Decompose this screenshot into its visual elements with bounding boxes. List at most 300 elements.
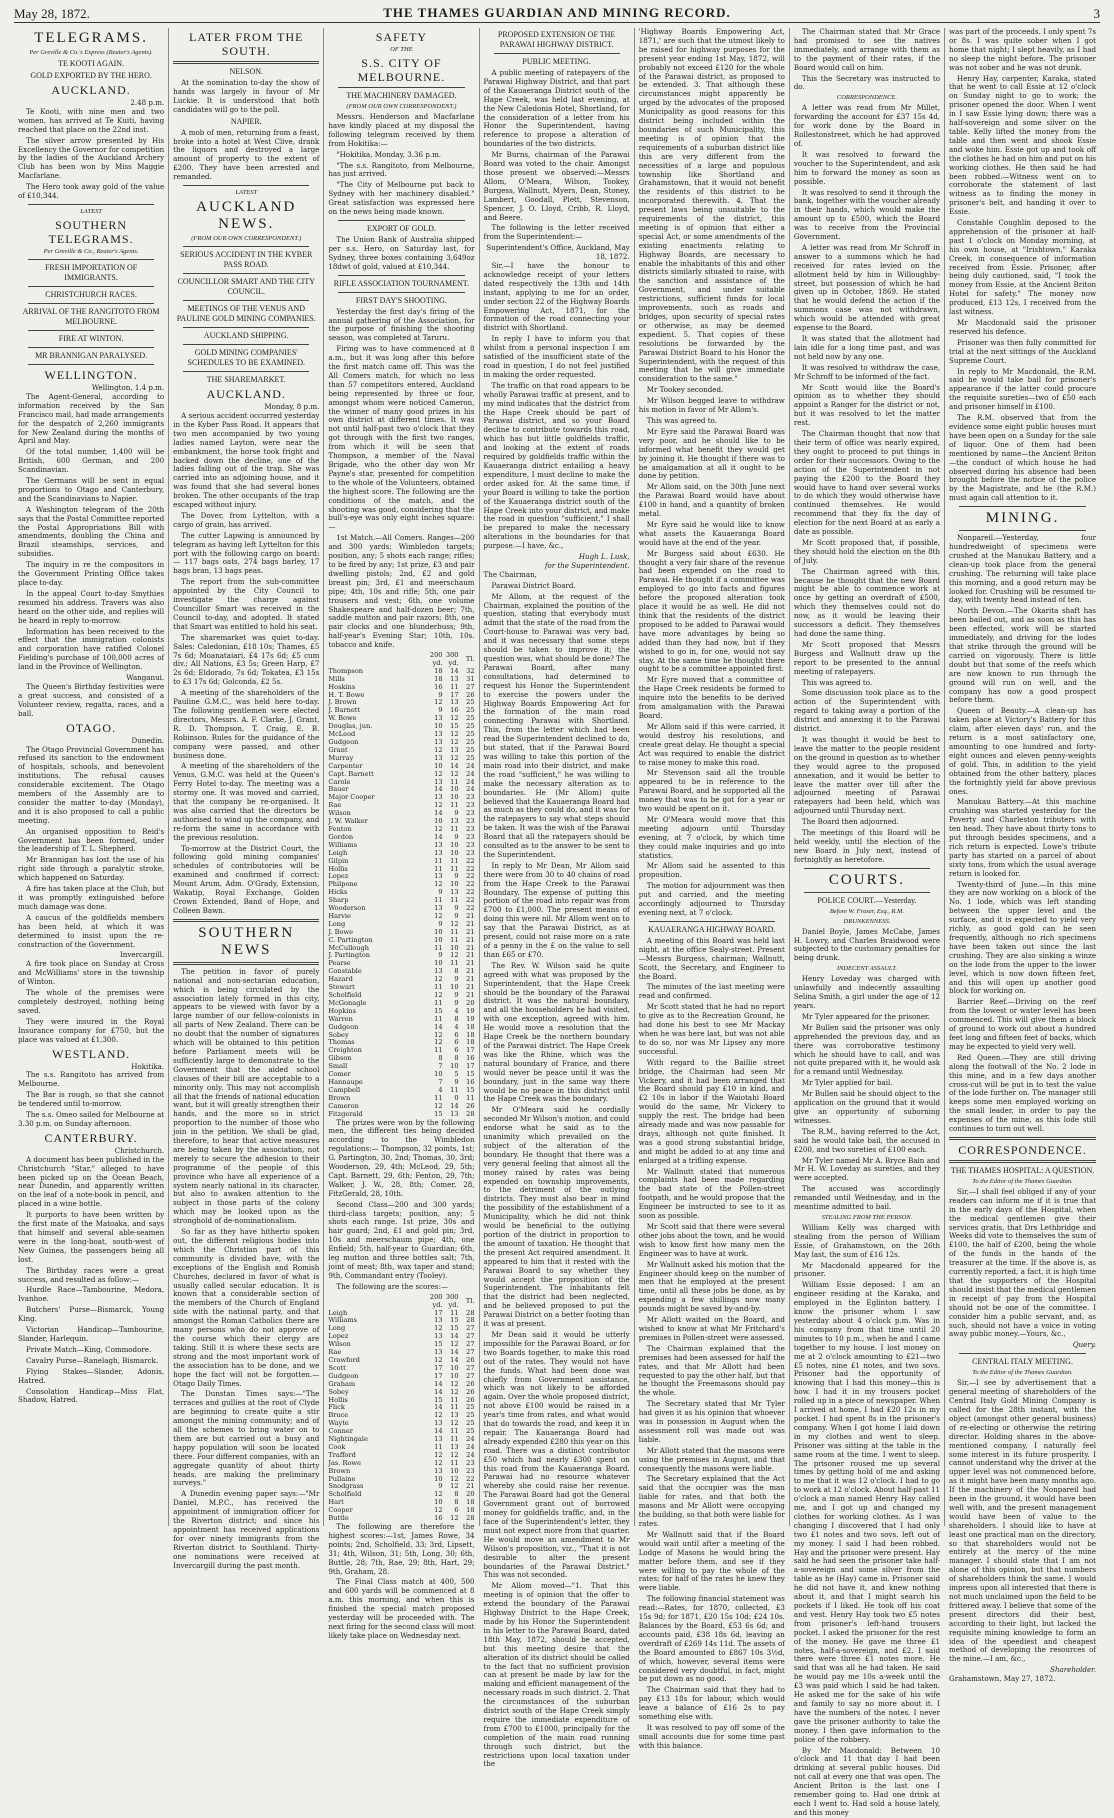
score-cell: 15	[466, 1070, 475, 1079]
competitor-name: Williams	[328, 840, 358, 849]
divider	[173, 962, 319, 965]
competitor-name: Cooper	[328, 1506, 353, 1515]
competitor-name: McGonagle	[328, 998, 367, 1007]
divider	[949, 1137, 1096, 1140]
paragraph: The accused was accordingly remanded until Wednesday, and in the meantime admitted to bail.	[793, 1184, 941, 1212]
dateline: Christchurch.	[114, 1145, 165, 1155]
paragraph: Cavalry Purse—Ranelagh, Bismarck.	[26, 1355, 159, 1365]
table-header	[328, 1294, 426, 1310]
competitor-name: Gilpin	[328, 856, 349, 865]
score-cell: 12	[434, 1038, 443, 1047]
score-cell: 21	[466, 975, 475, 984]
competitor-name: Carole	[328, 777, 351, 786]
paragraph: This the Secretary was instructed to do.	[793, 73, 941, 92]
paragraph: Mr Scott stated that he had no report to give as to the Recreation Ground, he had done his best to see Mr Mackay when he was here last, but was not able to do so, nor was Mr Lipsey any more successful.	[638, 1002, 785, 1056]
table-header: 300 yd.	[445, 651, 459, 667]
paragraph: Mr Tyler appeared for the prisoner.	[801, 1011, 930, 1021]
own-correspondent: (FROM OUR OWN CORRESPONDENT.)	[346, 103, 457, 110]
paragraph: Henry Hay, carpenter, Karaka, stated that he went to call Essie at 12 o'clock on Sunday night to go to work; the prisoner opened the door. When I went in I saw Essie lying down; there was a half-sovereign and some silver on the table. Kelly lifted the money from the table and then went and shook Essie and woke him. Essie got up and took off the clothes he had on him and put on his working clothes. He then said he had been robbed.—Witness went on to corroborate the statement of last witness as to finding the money in prisoner's belt, and handing it over to Essie.	[949, 73, 1097, 217]
paragraph: It was resolved to forward the voucher to the Superintendent, and ask him to forward the money as soon as possible.	[793, 149, 941, 186]
paragraph: Mr Allom said, on the 30th June next the Parawai Board would have about £100 in hand, and a quantity of broken metal.	[638, 482, 785, 519]
subheading: MEETINGS OF THE VENUS AND PAULINE GOLD MINING COMPANIES.	[176, 304, 316, 324]
masthead-date: May 28, 1872.	[14, 6, 90, 21]
divider	[949, 1160, 1096, 1163]
paragraph: A letter was read from Mr Schroff in answer to a summons which he had received for rates levied on the allotment held by him in Willoughby-street, but possession of which he had given up in October, 1869. He stated that he would defend the action if the summons case was not withdrawn, which would be attended with great expense to the Board.	[793, 242, 941, 333]
competitor-name: Hart	[328, 1498, 344, 1507]
score-cell: 23	[466, 848, 475, 857]
competitor-name: Major Cooper	[328, 793, 375, 802]
paragraph: Sir,—I have the honour to acknowledge receipt of your letters dated respectively the 13th and 14th instant, applying to me for an order, under section 22 of the Highway Boards Empowering Act, 1871, for the formation of the road connecting your district with Shortland.	[483, 261, 630, 333]
rifle-heading: RIFLE ASSOCIATION TOURNAMENT.	[333, 278, 470, 288]
paragraph: The following are therefore the highest scores:—1st, James Rowe, 34 points; 2nd, Scholfield, 33; 3rd, Lipsett, 31; 4th, Wilson, 31; 5th, Long, 30; 6th, Buttle, 28; 7th, Rae, 29; 8th, Hart, 29; 9th, Graham, 28.	[328, 1522, 475, 1576]
paragraph: Te Kooti, with nine men and two women, has arrived at Te Kuiti, having reached that place on the 22nd inst.	[18, 106, 165, 134]
score-cell: 13	[434, 1435, 443, 1444]
table-header: 200 yd.	[429, 1292, 443, 1309]
paragraph: A Washington telegram of the 20th says that the Postal Committee reported the Postal Appropriations Bill with amendments, doubling the China and Brazil steamships, services, and subsidies.	[18, 504, 165, 559]
paragraph: The meetings of this Board will be held weekly, until the election of the new Board in July next, instead of fortnightly as heretofore.	[793, 828, 941, 864]
paragraph: The Dover, from Lyttelton, with a cargo of grain, has arrived.	[173, 510, 320, 529]
divider	[28, 204, 154, 205]
score-cell: 25	[466, 745, 475, 754]
score-cell: 12	[434, 1324, 443, 1333]
table-header	[328, 652, 426, 668]
score-cell: 12	[434, 769, 443, 778]
competitor-name: J. Partington	[328, 951, 370, 960]
competitor-name: Thompson	[328, 666, 364, 675]
score-cell: 16	[466, 1077, 475, 1086]
score-cell: 25	[466, 1427, 475, 1436]
paragraph: In reply to Mr Dean, Mr Allom said there were from 30 to 40 chains of road from the Hape Creek to the Parawai Boundary. The expense of putting this portion of the road into repair was from £700 to £1,000. The present means of doing this were nil. Mr Allom went on to say that the Parawai District, as at present, could not raise more on a rate of a penny in the £ on the value to sell than £65 or £70.	[483, 860, 630, 959]
divider	[173, 919, 319, 922]
table-header: 200 yd.	[429, 651, 443, 667]
paragraph: The Chairman stated that Mr Grace had promised to see the natives immediately, and arrange with them as to the payment of their rates, if the Board would call on him.	[793, 27, 941, 72]
page-number: 3	[1093, 6, 1100, 21]
score-cell: 28	[466, 1109, 475, 1118]
competitor-name: McLeod	[328, 730, 356, 739]
scores-table-2	[328, 1294, 474, 1523]
paragraph: The traffic on that road appears to be wholly Parawai traffic at present, and to my mind indicates that the district from the Hape Creek should be part of Parawai district, and so your Board decline to contribute towards this road, which has but little goldfields traffic, and looking at the extent of roads required by goldfields traffic within the Kauaeranga district entailing a heavy expenditure, I must decline to make the order asked for. At the same time, if your Board is willing to take the portion of the Kauaeranga district south of the Hape Creek into your district, and make the road in question "sufficient," I shall be prepared to make the necessary alterations in the boundaries for that purpose.—I have, &c.,	[483, 380, 630, 551]
paragraph: Daniel Boyle, James McCabe, James H. Lowry, and Charles Braidwood were subjected to the customary penalties for being drunk.	[793, 926, 941, 963]
public-meeting-heading: PUBLIC MEETING.	[522, 57, 591, 66]
divider	[338, 275, 464, 276]
score-cell: 15	[434, 1006, 443, 1015]
score-cell: 22	[466, 872, 475, 881]
paragraph: Mr Allott waited on the Board, and wished to know at what Mr Fritchard's premises in Pollen-street were assessed.	[638, 1315, 785, 1342]
score-cell: 11	[434, 1442, 443, 1451]
score-cell: 13	[434, 730, 443, 739]
score-cell: 13	[434, 777, 443, 786]
paragraph: A caucus of the goldfields members has been held, at which it was determined to insist upon the re-construction of the Government.	[18, 912, 165, 949]
paragraph: Manukau Battery.—At this machine crushing was started yesterday for the Poverty and Charleston tributers with ten head. They have about thirty tons to put through besides specimens, and a rich return is expected. Lowe's tribute party has started on a parcel of about sixty tons, from which the usual average return is looked for.	[949, 797, 1097, 878]
competitor-name: Hollis	[328, 1395, 348, 1404]
divider	[338, 292, 464, 293]
score-cell: 9	[454, 809, 459, 818]
score-cell: 8	[454, 1498, 459, 1507]
score-cell: 13	[434, 753, 443, 762]
score-cell: 22	[466, 1474, 475, 1483]
score-cell: 14	[450, 761, 459, 770]
score-cell: 28	[466, 1316, 475, 1325]
score-cell: 12	[450, 714, 459, 723]
paragraph: The Chairman thought that now that their term of office was nearly expired, they ought to proceed to put things in order for their successors. Owing to the action of the Superintendent in not paying the £200 to the Board they would have to hand over several works to do which they would otherwise have continued themselves. He would recommend that they fix the day of election for the next Board at as early a date as possible.	[793, 429, 941, 537]
score-cell: 8	[454, 1054, 459, 1063]
score-cell: 18	[434, 666, 443, 675]
score-cell: 13	[434, 1419, 443, 1428]
score-cell: 12	[434, 880, 443, 889]
score-cell: 9	[438, 1482, 443, 1491]
score-cell: 13	[450, 745, 459, 754]
score-cell: 25	[466, 730, 475, 739]
competitor-name: Jas. Rowe	[328, 1458, 361, 1467]
score-cell: 13	[450, 817, 459, 826]
scores-table-1	[328, 652, 474, 1118]
score-cell: 6	[454, 1030, 459, 1039]
score-cell: 8	[454, 1014, 459, 1023]
score-cell: 11	[450, 682, 459, 691]
later-from-south-heading: LATER FROM THE SOUTH.	[189, 30, 304, 58]
score-cell: 9	[438, 951, 443, 960]
paragraph: Yesterday the first day's firing of the annual gathering of the Association, for the purpose of finishing the shooting season, was completed at Taruru.	[328, 306, 475, 343]
dateline: Monday, 8 p.m.	[264, 402, 320, 412]
score-cell: 28	[466, 1514, 475, 1523]
score-cell: 25	[466, 706, 475, 715]
paragraph: By Mr Macdonald: Between 10 o'clock and 11 that day I had been drinking at several public houses. Did not call at every one that was open. The Ancient Briton is the last one I remember going to. Had one drink at each I went to. Had sold a house lately, and this money	[793, 1745, 941, 1817]
competitor-name: Hannaupe	[328, 1077, 363, 1086]
paragraph: The following is the letter received from the Superintendent:—	[483, 223, 630, 242]
score-cell: 13	[434, 1348, 443, 1357]
score-cell: 12	[450, 1482, 459, 1491]
of-the-label: OF THE	[390, 46, 413, 53]
score-cell: 10	[434, 1070, 443, 1079]
competitor-name: Rae	[328, 801, 342, 810]
score-cell: 10	[434, 927, 443, 936]
paragraph: Henry Loveday was charged with unlawfully and indecently assaulting Selina Smith, a girl under the age of 12 years.	[793, 974, 941, 1010]
paragraph: In reply to Mr Macdonald, the R.M. said he would take bail for prisoner's appearance if the latter could procure the requisite sureties—two of £50 each and prisoner himself in £100.	[949, 366, 1097, 412]
competitor-name: Gordon	[328, 832, 354, 841]
score-cell: 13	[450, 1109, 459, 1118]
score-cell: 15	[434, 1109, 443, 1118]
competitor-name: Brown	[328, 1093, 351, 1102]
score-cell: 13	[450, 698, 459, 707]
paragraph: Mr Dean said it would be utterly impossible for the Parawai Board, or for two Boards together, to make this road out of the rates. They would not have the funds. What had been done was chiefly from Government assistance, which was not likely to be afforded again. Over the whole proposed district, not above £100 would be raised in a year's time from rates, and what would that do towards the road, and keep it in repair. The Kauaeranga Board had already expended £280 this year on this road. There was a distinct contributor £50 which had nearly £300 spent on this road from the Kauaeranga Board. Parawai had no resource whatever whereby she could raise her revenue. The Parawai Board had got the General Government grant out of borrowed money for goldfields traffic, and, in the face of the Superintendent's letter, they must not expect more from that quarter. He would move an amendment to Mr Wilson's proposition, viz., "That it is not desirable to alter the present boundaries of the Parawai District." This was not seconded.	[483, 1329, 630, 1580]
competitor-name: Comer	[328, 1070, 351, 1079]
westland-heading: WESTLAND.	[52, 1046, 131, 1061]
score-cell: 14	[450, 1332, 459, 1341]
paragraph: "Hokitika, Monday, 3.36 p.m.	[336, 149, 442, 159]
score-cell: 25	[466, 698, 475, 707]
score-cell: 13	[434, 1332, 443, 1341]
auckland-heading: AUCKLAND.	[51, 83, 131, 97]
paragraph: Mr Allom said if this were carried, it would destroy his resolutions, and create great delay. He thought a special Act was required to enable the district to raise money to make this road.	[638, 721, 785, 767]
gold-heading: GOLD EXPORTED BY THE HERO.	[30, 71, 152, 80]
paragraph: Firing was to have commenced at 8 a.m., but it was long after this before the first match came off. This was the All Comers match, for which no less than 57 competitors entered, Auckland being represented by three or four, amongst whom were noticed Cameron, the winner of many good prizes in his own district at different times. It was not until half-past two o'clock that they got through with the first two ranges, from which it will be seen that Thompson, a member of the Naval Brigade, who the other day won Mr Payne's star, presented for competition to the whole of the Volunteers, obtained the highest score. The following are the conditions of the match, and the shooting was good, considering that the bull's-eye was only eight inches square:—	[328, 344, 475, 532]
to-editor-label: To the Editor of the Thames Guardian.	[972, 1177, 1073, 1185]
paragraph: The whole of the premises were completely destroyed, nothing being saved.	[18, 988, 165, 1015]
competitor-name: J. Barnett	[328, 706, 361, 715]
competitor-name: Conner	[328, 1427, 353, 1436]
score-cell: 11	[450, 864, 459, 873]
score-cell: 9	[454, 1077, 459, 1086]
score-cell: 14	[434, 809, 443, 818]
score-cell: 24	[466, 785, 475, 794]
column-3	[324, 28, 479, 1640]
score-cell: 12	[450, 1474, 459, 1483]
competitor-name: Flick	[328, 1403, 345, 1412]
paragraph: Some discussion took place as to the action of the Superintendent with regard to taking away a portion of the district and annexing it to the Parawai district.	[793, 688, 941, 734]
score-cell: 12	[434, 801, 443, 810]
paragraph: Mr Eyre said he would like to know what assets the Kauaeranga Board would have at the end of the year.	[638, 519, 785, 547]
paragraph: At the nomination to-day the show of hands was largely in favour of Mr Luckie. It is understood that both candidates will go to the poll.	[173, 78, 320, 114]
competitor-name: Wayte	[328, 1419, 349, 1428]
paragraph: Mr Allott stated that the masons were using the premises in August, and that consequently the masons were liable.	[638, 1445, 785, 1473]
score-cell: 21	[466, 959, 475, 968]
score-cell: 4	[454, 1022, 459, 1031]
table-header-row	[328, 1294, 474, 1310]
score-cell: 11	[450, 777, 459, 786]
score-cell: 22	[466, 896, 475, 905]
competitor-name: Long	[328, 1324, 346, 1333]
competitor-name: Scholfield	[328, 991, 362, 999]
score-cell: 21	[466, 1482, 475, 1491]
column-4	[480, 28, 635, 1769]
paragraph: "The City of Melbourne put back to Sydney with her machinery disabled." Great satisfaction was expressed here on the news being made known.	[328, 180, 475, 217]
score-cell: 12	[434, 1101, 443, 1110]
paragraph: The Hero took away gold of the value of £10,344.	[18, 182, 165, 201]
score-cell: 21	[466, 919, 475, 928]
score-cell: 10	[450, 1062, 459, 1071]
paragraph: Queen of Beauty.—A clean-up has taken place at Victory's Battery for this claim, after eleven days' run, and the return is a most satisfactory one, amounting to one hundred and forty-eight ounces and eleven penny-weights of gold. This, in addition to the yield obtained from the other battery, places the fortnightly yield far above previous ones.	[949, 706, 1097, 796]
score-cell: 15	[434, 1395, 443, 1404]
paragraph: The Queen's Birthday festivities were a great success, and consisted of a Volunteer review, regatta, races, and a ball.	[18, 681, 165, 718]
table-header: Tl.	[465, 1296, 475, 1305]
score-cell: 11	[434, 896, 443, 905]
score-cell: 23	[466, 809, 475, 818]
paragraph: Messrs. Henderson and Macfarlane have kindly placed at my disposal the following telegram received by them from Hokitika:—	[328, 112, 475, 148]
paragraph: Second Class—200 and 300 yards; third-class targets; position, any; 5 shots each range. 1st prize, 30s and hair guard; 2nd, £1 and gold pin; 3rd, 10s and meerschaum pipe; 4th, one Enfield; 5th, half-year to Guardian; 6th, leg mutton and three bottles salt; 7th, joint of meat; 8th, wax taper and stand; 9th, Commandant entry (Tooley).	[328, 1199, 475, 1280]
score-cell: 10	[434, 722, 443, 731]
table-row	[328, 1491, 474, 1499]
score-cell: 14	[450, 1355, 459, 1364]
score-cell: 11	[434, 1046, 443, 1055]
score-cell: 12	[450, 769, 459, 778]
score-cell: 22	[466, 880, 475, 889]
paragraph: A fire has taken place at the Club, but it was promptly extinguished before much damage was done.	[18, 884, 165, 911]
competitor-name: Mills	[328, 674, 345, 683]
paragraph: The Secretary stated that Mr Tyler had given it as his opinion that whoever was in possession in August when the assessment roll was made out was liable.	[638, 1399, 785, 1444]
score-cell: 12	[450, 738, 459, 746]
score-cell: 12	[434, 824, 443, 833]
competitor-name: Warren	[328, 1014, 353, 1023]
score-cell: 18	[466, 1022, 475, 1031]
paragraph: The following are the scores:—	[336, 1281, 449, 1291]
napier-heading: NAPIER.	[230, 116, 262, 126]
paragraph: This was agreed to.	[646, 415, 717, 425]
dateline: Wellington, 1.4 p.m.	[91, 382, 165, 392]
paragraph: It was resolved to send it through the bank, together with the voucher already in their hands, which would make the amount up to £500, which the Board was to receive from the Provincial Government.	[793, 187, 941, 242]
paragraph: An organised opposition to Reid's Government has been formed, under the leadership of T. L. Shepherd.	[18, 826, 165, 854]
divider	[494, 53, 620, 54]
paragraph: Mr Eyre said the Parawai Board was very poor, and he should like to be informed what benefit they would get by joining it. He thought if there was to be amalgamation at all it ought to be done by petition.	[638, 426, 785, 481]
score-cell: 9	[438, 888, 443, 897]
competitor-name: McCullough	[328, 943, 369, 952]
score-cell: 12	[434, 975, 443, 984]
column-7	[945, 27, 1100, 1684]
competitor-name: Brown	[328, 1466, 351, 1475]
competitor-name: Fenton	[328, 824, 352, 833]
score-cell: 12	[450, 730, 459, 739]
score-cell: 9	[454, 998, 459, 1007]
score-cell: 9	[454, 832, 459, 841]
score-cell: 24	[466, 777, 475, 786]
paragraph: The silver arrow presented by His Excellency the Governor for competition by the ladies of the Auckland Archery Club has been won by Miss Maggie Macfarlane.	[18, 135, 165, 181]
score-cell: 8	[454, 1490, 459, 1499]
dateline: Wanganui.	[126, 673, 165, 683]
paragraph: Mr O'Meara would move that this meeting adjourn until Thursday evening, at 7 o'clock, by which time they could make inquiries and go into statistics.	[638, 814, 785, 860]
signature-line: for the Superintendent.	[544, 560, 630, 570]
subheading: AUCKLAND SHIPPING.	[203, 331, 289, 341]
score-cell: 13	[434, 848, 443, 857]
score-cell: 11	[434, 856, 443, 865]
score-cell: 15	[450, 722, 459, 731]
divider	[28, 286, 154, 287]
competitor-name: Pearse	[328, 959, 351, 968]
competitor-name: Bauer	[328, 785, 349, 794]
score-cell: 16	[450, 706, 459, 715]
scores-table-body	[328, 668, 474, 1119]
score-cell: 11	[450, 935, 459, 944]
score-cell: 13	[434, 904, 443, 913]
paragraph: "The s.s. Rangitoto, from Melbourne, has just arrived.	[328, 160, 475, 179]
score-cell: 12	[450, 951, 459, 960]
score-cell: 11	[450, 1403, 459, 1412]
paragraph: Mr Allom, at the request of the Chairman, explained the position of the question, stating that everybody must admit that the state of the road from the Court-house to Parawai was very bad, and it was necessary that some steps should be taken to improve it; the question was, what should be done? The Parawai Board, after many consultations, had determined to request his Honor the Superintendent to exercise the powers under the Highway Boards Empowering Act for the formation of the main road connecting Parawai with Shortland. This, from the letter which had been read the Superintendent declined to do, but stated, that if the Parawai Board was willing to take this portion of the main road into their district, and make the road "sufficient," he was willing to make the necessary alteration as to boundaries. He (Mr Allom) quite believed that the Kauaeranga Board had as much as they could do, and it was for the ratepayers to say what steps should be taken. It was the wish of the Parawai Board that all the ratepayers should be consulted as to the answer to be sent to the Superintendent.	[483, 591, 630, 859]
paragraph: The Chairman explained that the premises had been assessed for half the rates, and that Mr Allott had been requested to pay the other half, but that he thought the Freemasons should pay the whole.	[638, 1343, 785, 1398]
score-cell: 19	[466, 1014, 475, 1023]
competitor-name: Stewart	[328, 983, 355, 992]
paragraph: The Otago Provincial Government has refused its sanction to the endowment of hospitals, schools, and benevolent institutions. The refusal causes considerable excitement. The Otago members of the Assembly are to consider the matter to-day (Monday), and it is also proposed to call a public meeting.	[18, 744, 165, 825]
paragraph: Mr Burns, chairman of the Parawai Board was voted to the chair. Amongst those present we observed:—Messrs Allom, O'Meara, Wilson, Tookey, Burgess, Wallnutt, Myers, Dean, Stoney, Lambert, Goodall, Plett, Stevenson, Spencer, J. O. Lloyd, Cribb, R. Lloyd, and Beere.	[483, 150, 630, 222]
score-cell: 11	[450, 1458, 459, 1467]
competitor-name: J. Brown	[328, 698, 357, 707]
subheading: GOLD MINING COMPANIES' SCHEDULES TO BE EXAMINED.	[187, 348, 305, 368]
divider	[959, 530, 1086, 531]
paragraph: Consolation Handicap—Miss Flat, Shadow, Hatred.	[18, 1386, 165, 1405]
score-cell: 12	[450, 1340, 459, 1349]
score-cell: 10	[450, 983, 459, 992]
score-cell: 21	[466, 911, 475, 920]
competitor-name: Grant	[328, 745, 348, 754]
score-cell: 23	[466, 801, 475, 810]
score-cell: 13	[434, 872, 443, 881]
score-cell: 11	[450, 801, 459, 810]
table-header: Tl.	[465, 654, 475, 663]
score-cell: 16	[466, 1054, 475, 1063]
score-cell: 17	[466, 1046, 475, 1055]
score-cell: 31	[466, 674, 475, 683]
paragraph: The petition in favor of purely national and non-sectarian education, which is being circulated by the association lately formed in this city, appears to be viewed with favor by a large number of our fellow-colonists in all parts of New Zealand. There can be no doubt that the number of signatures which will be obtained to this petition before Parliament meets will be sufficiently large to demonstrate to the Government that the aided school clauses of their bill are acceptable to a minority only. This may not accomplish all that the friends of national education want, but it will greatly strengthen their hands, and the more so in strict proportion to the number of those who join in the petition. We shall be glad, therefore, to hear that active measures are being taken by the association, not merely to secure the adhesion to their programme of the people of this province who have all experience of a system nearly national in its character, but also to awaken attention to the subject in those parts of the colony which may be looked upon as the stronghold of de-nominationalism.	[173, 966, 320, 1226]
score-cell: 23	[466, 840, 475, 849]
score-cell: 10	[434, 1474, 443, 1483]
central-italy-heading: CENTRAL ITALY MEETING.	[972, 1357, 1073, 1367]
score-cell: 18	[434, 674, 443, 683]
paragraph: The s.s. Rangitoto has arrived from Melbourne.	[18, 1070, 165, 1089]
paragraph: Private Match—King, Commodore.	[26, 1344, 152, 1354]
paragraph: Mr Wallnutt said that if the Board would wait until after a meeting of the Lodge of Masons he would bring the matter before them, and see if they were willing to pay the whole of the rates; for half of the rates he knew they were liable.	[638, 1529, 785, 1593]
paragraph: was part of the proceeds. I only spent 7s or 8s. I was quite sober when I got home that night; I slept heavily, as I had no sleep the night before. The prisoner was not sober and he was not drunk.	[949, 27, 1097, 72]
competitor-name: Trafford	[328, 1450, 356, 1459]
wellington-heading: WELLINGTON.	[44, 367, 138, 382]
case-heading: INDECENT ASSAULT.	[836, 965, 898, 973]
divider	[183, 300, 309, 301]
paragraph: Mr Tyler applied for bail.	[801, 1078, 893, 1088]
score-cell: 9	[454, 872, 459, 881]
score-cell: 24	[466, 1435, 475, 1444]
courts-heading: COURTS.	[828, 871, 905, 888]
score-cell: 9	[438, 706, 443, 715]
score-cell: 17	[466, 1062, 475, 1071]
score-cell: 11	[450, 1395, 459, 1404]
competitor-name: Leigh	[328, 1308, 348, 1317]
paragraph: Hurdle Race—Tambourine, Medora, Ivanhoe.	[18, 1285, 165, 1304]
paragraph: Mr Wilson begged leave to withdraw his motion in favor of Mr Allom's.	[638, 396, 785, 415]
dateline: Invercargill.	[120, 950, 165, 960]
competitor-name: Nightingale	[328, 1435, 368, 1444]
competitor-name: Harvie	[328, 911, 351, 920]
correspondence-heading: CORRESPONDENCE.	[958, 1142, 1087, 1157]
score-cell: 12	[434, 1490, 443, 1499]
paragraph: 1st Match.—All Comers. Ranges—200 and 300 yards; Wimbledon targets; position, any; 5 shots each range; rifles; to be fired by any; 1st prize, £3 and pair dwelling pistols; 2nd, £2 and gold breast pin; 3rd, £1 and meerschaum pipe; 4th, 10s and rifle; 5th, one pair trousers and vest; 6th, one volume Shakespeare and half-dozen beer; 7th, saddle mutton and pair razors; 8th, one pair clocks and one blunderbuss; 9th, half-year's Evening Star; 10th, 10s. tobacco and knife.	[328, 533, 475, 650]
score-cell: 6	[454, 1038, 459, 1047]
score-cell: 8	[438, 1054, 443, 1063]
score-cell: 12	[450, 1387, 459, 1396]
divider	[649, 921, 775, 922]
paragraph: The report from the sub-committee appointed by the City Council to investigate the charge against Councillor Smart was received in the Council to-day, and adopted. It stated that Smart was entitled to hold his seat.	[173, 577, 320, 631]
divider	[183, 273, 309, 274]
score-cell: 25	[466, 1403, 475, 1412]
competitor-name: Sobey	[328, 1387, 349, 1396]
signature-line: Shareholder.	[1050, 1665, 1097, 1675]
score-cell: 4	[438, 1085, 443, 1094]
score-cell: 27	[466, 1371, 475, 1380]
table-row	[328, 1024, 474, 1032]
paragraph: The Bar is rough, so that she cannot be tendered until to-morrow.	[18, 1090, 165, 1109]
southern-news-heading: SOUTHERN NEWS	[198, 924, 295, 958]
score-cell: 11	[450, 959, 459, 968]
score-cell: 26	[466, 1379, 475, 1388]
paragraph: With regard to the Baillie street bridge, the Chairman had seen Mr Vickery, and it had been arranged that the Board should pay £10 in kind, and £2 10s in labor if the Waiotahi Board would do the same, Mr Vickery to supply the rest. The bridge had been already made and was now passable for drays, although not quite finished. It was a good strong substantial bridge, and might be added to at any time and enlarged at a trifling expense.	[638, 1057, 785, 1165]
competitor-name: Bruce	[328, 1411, 349, 1420]
competitor-name: Scholfield	[328, 1490, 362, 1499]
competitor-name: Gudgeon	[328, 1371, 359, 1380]
competitor-name: Pullaine	[328, 1474, 356, 1483]
score-cell: 25	[466, 753, 475, 762]
score-cell: 15	[450, 1324, 459, 1333]
score-cell: 0	[454, 1093, 459, 1102]
score-cell: 20	[466, 998, 475, 1007]
case-heading: DRUNKENNESS.	[843, 917, 891, 925]
score-cell: 10	[450, 785, 459, 794]
score-cell: 12	[434, 991, 443, 999]
score-cell: 26	[466, 690, 475, 699]
score-cell: 26	[466, 1101, 475, 1110]
paragraph: Prisoner was then fully committed for trial at the next sittings of the Auckland Supreme Court.	[949, 337, 1097, 365]
score-cell: 7	[438, 1077, 443, 1086]
score-cell: 17	[434, 1308, 443, 1317]
score-cell: 10	[450, 840, 459, 849]
divider	[804, 892, 930, 893]
paragraph: Barrier Reef.—Driving on the reef from the lowest or water level has been commenced. This will give them a block of ground to work out about a hundred feet long and fifteen feet of backs, which may be expected to yield very well.	[949, 997, 1097, 1051]
paragraph: A letter was read from Mr Millet, forwarding the account for £37 15s 4d, for work done by the Board in Rollestonstreet, which he had approved of.	[793, 103, 941, 148]
